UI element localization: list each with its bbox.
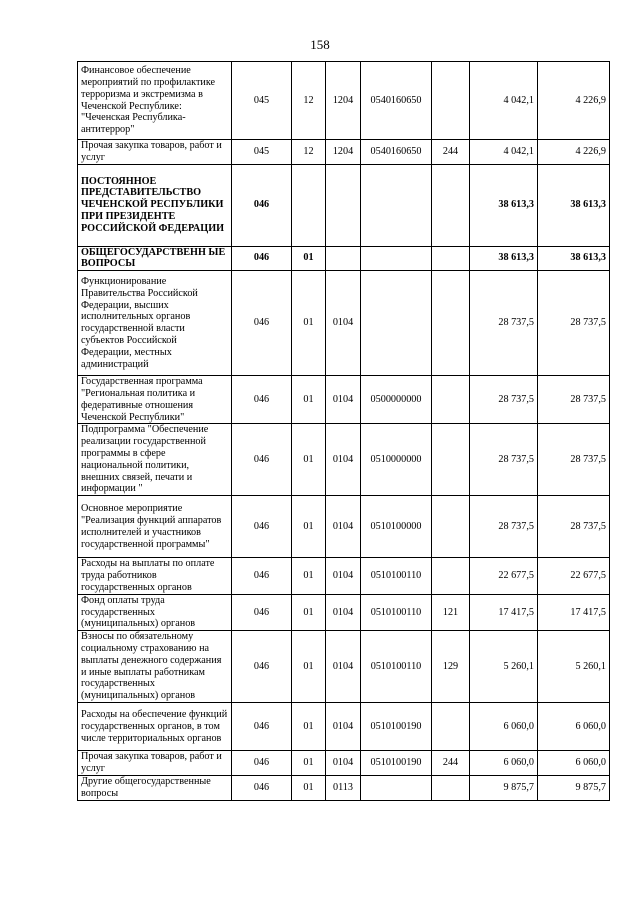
table-row [78, 751, 610, 776]
cell-amount-year2: 28 737,5 [538, 424, 610, 496]
cell-ministry-code: 045 [232, 62, 292, 140]
cell-amount-year2: 38 613,3 [538, 164, 610, 246]
cell-amount-year1: 28 737,5 [470, 496, 538, 558]
cell-amount-year2: 38 613,3 [538, 246, 610, 271]
cell-expense-type [432, 271, 470, 376]
table-row [78, 246, 610, 271]
table-row [78, 62, 610, 140]
cell-name: Подпрограмма "Обеспечение реализации государственной программы в сфере национальной политики, внешних связей, печати и информации " [78, 424, 232, 496]
table-row [78, 496, 610, 558]
cell-subsection: 0104 [326, 751, 361, 776]
cell-amount-year1: 28 737,5 [470, 271, 538, 376]
cell-ministry-code: 046 [232, 703, 292, 751]
cell-expense-type [432, 246, 470, 271]
cell-target-article [361, 271, 432, 376]
cell-target-article: 0510000000 [361, 424, 432, 496]
cell-name: Прочая закупка товаров, работ и услуг [78, 751, 232, 776]
cell-subsection: 1204 [326, 62, 361, 140]
cell-amount-year1: 38 613,3 [470, 164, 538, 246]
cell-expense-type [432, 164, 470, 246]
cell-amount-year1: 22 677,5 [470, 558, 538, 594]
cell-expense-type [432, 496, 470, 558]
cell-ministry-code: 045 [232, 140, 292, 165]
cell-subsection: 0104 [326, 271, 361, 376]
cell-amount-year1: 6 060,0 [470, 751, 538, 776]
cell-name: ОБЩЕГОСУДАРСТВЕНН ЫЕ ВОПРОСЫ [78, 246, 232, 271]
cell-name: Прочая закупка товаров, работ и услуг [78, 140, 232, 165]
page-number: 158 [310, 37, 330, 52]
cell-section: 01 [292, 776, 326, 801]
cell-amount-year2: 17 417,5 [538, 594, 610, 630]
cell-ministry-code: 046 [232, 376, 292, 424]
cell-target-article: 0540160650 [361, 140, 432, 165]
cell-ministry-code: 046 [232, 631, 292, 703]
cell-amount-year1: 38 613,3 [470, 246, 538, 271]
cell-ministry-code: 046 [232, 776, 292, 801]
cell-amount-year2: 28 737,5 [538, 271, 610, 376]
cell-expense-type [432, 776, 470, 801]
cell-amount-year2: 9 875,7 [538, 776, 610, 801]
cell-section: 01 [292, 246, 326, 271]
cell-subsection: 0104 [326, 631, 361, 703]
cell-section: 01 [292, 424, 326, 496]
cell-expense-type [432, 424, 470, 496]
cell-expense-type [432, 62, 470, 140]
cell-target-article: 0510100110 [361, 594, 432, 630]
cell-subsection: 0104 [326, 703, 361, 751]
cell-ministry-code: 046 [232, 424, 292, 496]
table-row [78, 164, 610, 246]
cell-ministry-code: 046 [232, 271, 292, 376]
cell-amount-year1: 4 042,1 [470, 140, 538, 165]
cell-ministry-code: 046 [232, 246, 292, 271]
cell-subsection [326, 246, 361, 271]
cell-name: Фонд оплаты труда государственных (муниципальных) органов [78, 594, 232, 630]
cell-section: 01 [292, 558, 326, 594]
cell-amount-year2: 4 226,9 [538, 140, 610, 165]
table-row [78, 703, 610, 751]
cell-section: 01 [292, 376, 326, 424]
cell-amount-year1: 28 737,5 [470, 424, 538, 496]
cell-ministry-code: 046 [232, 164, 292, 246]
cell-target-article: 0510100110 [361, 631, 432, 703]
cell-name: Основное мероприятие "Реализация функций аппаратов исполнителей и участников государственной программы" [78, 496, 232, 558]
cell-amount-year2: 6 060,0 [538, 703, 610, 751]
cell-expense-type: 121 [432, 594, 470, 630]
cell-expense-type: 244 [432, 140, 470, 165]
cell-expense-type [432, 558, 470, 594]
cell-target-article: 0510100000 [361, 496, 432, 558]
cell-section: 01 [292, 496, 326, 558]
cell-target-article: 0540160650 [361, 62, 432, 140]
cell-section [292, 164, 326, 246]
cell-target-article: 0510100190 [361, 751, 432, 776]
cell-amount-year1: 17 417,5 [470, 594, 538, 630]
cell-name: Расходы на обеспечение функций государственных органов, в том числе территориальных органов [78, 703, 232, 751]
table-row [78, 376, 610, 424]
cell-section: 01 [292, 751, 326, 776]
cell-target-article [361, 246, 432, 271]
cell-expense-type [432, 376, 470, 424]
cell-section: 12 [292, 140, 326, 165]
cell-amount-year1: 9 875,7 [470, 776, 538, 801]
cell-section: 01 [292, 594, 326, 630]
cell-target-article: 0500000000 [361, 376, 432, 424]
cell-amount-year1: 6 060,0 [470, 703, 538, 751]
cell-amount-year2: 22 677,5 [538, 558, 610, 594]
table-row [78, 140, 610, 165]
cell-subsection: 0104 [326, 424, 361, 496]
cell-amount-year1: 4 042,1 [470, 62, 538, 140]
cell-section: 01 [292, 703, 326, 751]
cell-name: Государственная программа "Региональная политика и федеративные отношения Чеченской Республики" [78, 376, 232, 424]
table-row [78, 271, 610, 376]
cell-ministry-code: 046 [232, 594, 292, 630]
cell-section: 12 [292, 62, 326, 140]
cell-name: Финансовое обеспечение мероприятий по профилактике терроризма и экстремизма в Чеченской Республике: "Чеченская Республика-антитеррор" [78, 62, 232, 140]
table-row [78, 424, 610, 496]
cell-expense-type [432, 703, 470, 751]
table-row [78, 558, 610, 594]
cell-amount-year1: 5 260,1 [470, 631, 538, 703]
cell-subsection: 0104 [326, 376, 361, 424]
cell-subsection: 1204 [326, 140, 361, 165]
cell-section: 01 [292, 631, 326, 703]
cell-ministry-code: 046 [232, 558, 292, 594]
budget-table [77, 61, 610, 801]
table-row [78, 594, 610, 630]
cell-amount-year2: 5 260,1 [538, 631, 610, 703]
cell-expense-type: 129 [432, 631, 470, 703]
cell-target-article [361, 164, 432, 246]
cell-target-article [361, 776, 432, 801]
table-row [78, 776, 610, 801]
cell-amount-year2: 28 737,5 [538, 496, 610, 558]
cell-name: Функционирование Правительства Российской Федерации, высших исполнительных органов государственной власти субъектов Российской Федерации, местных администраций [78, 271, 232, 376]
cell-amount-year2: 6 060,0 [538, 751, 610, 776]
cell-target-article: 0510100110 [361, 558, 432, 594]
cell-amount-year2: 28 737,5 [538, 376, 610, 424]
cell-name: Расходы на выплаты по оплате труда работников государственных органов [78, 558, 232, 594]
cell-subsection: 0104 [326, 496, 361, 558]
cell-subsection: 0104 [326, 558, 361, 594]
cell-name: Другие общегосударственные вопросы [78, 776, 232, 801]
cell-subsection: 0104 [326, 594, 361, 630]
cell-subsection [326, 164, 361, 246]
cell-name: ПОСТОЯННОЕ ПРЕДСТАВИТЕЛЬСТВО ЧЕЧЕНСКОЙ РЕСПУБЛИКИ ПРИ ПРЕЗИДЕНТЕ РОССИЙСКОЙ ФЕДЕРАЦИИ [78, 164, 232, 246]
cell-amount-year1: 28 737,5 [470, 376, 538, 424]
cell-subsection: 0113 [326, 776, 361, 801]
cell-section: 01 [292, 271, 326, 376]
cell-name: Взносы по обязательному социальному страхованию на выплаты денежного содержания и иные выплаты работникам государственных (муниципальных) органов [78, 631, 232, 703]
cell-ministry-code: 046 [232, 751, 292, 776]
cell-expense-type: 244 [432, 751, 470, 776]
cell-target-article: 0510100190 [361, 703, 432, 751]
table-row [78, 631, 610, 703]
cell-ministry-code: 046 [232, 496, 292, 558]
cell-amount-year2: 4 226,9 [538, 62, 610, 140]
